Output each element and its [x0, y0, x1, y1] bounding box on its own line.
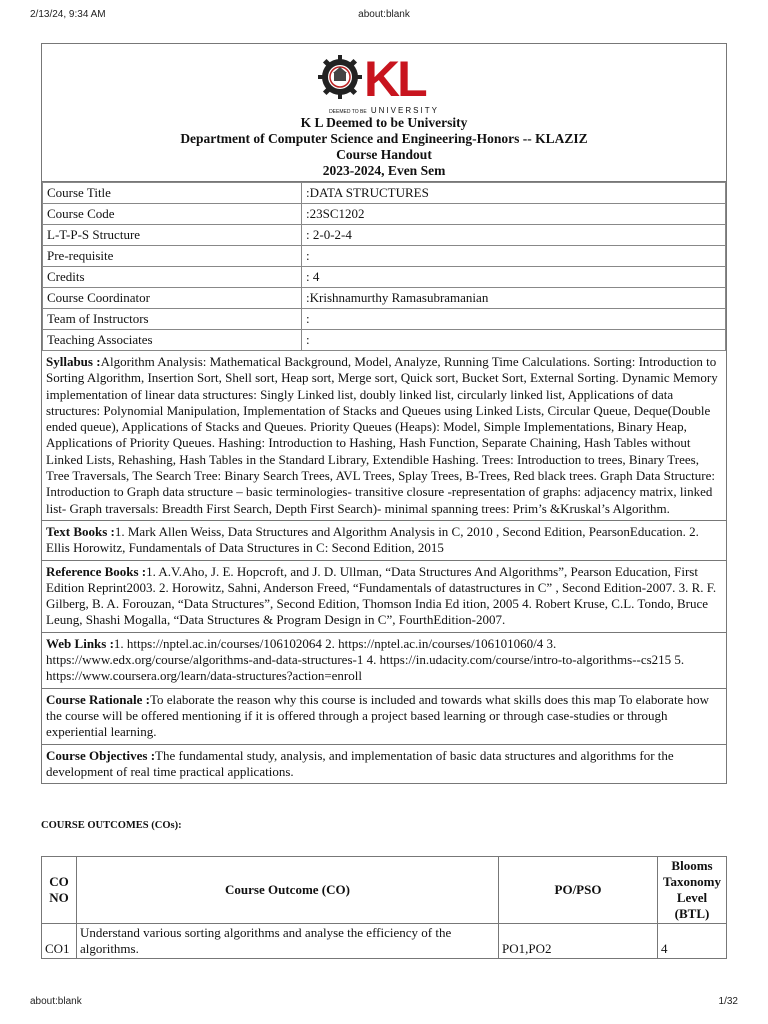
syllabus-label: Syllabus : [46, 354, 101, 369]
course-info-row [43, 288, 726, 309]
course-info-row [43, 183, 726, 204]
reference-books-section [42, 560, 726, 632]
reference-books-text: 1. A.V.Aho, J. E. Hopcroft, and J. D. Ullman, “Data Structures And Algorithms”, Pearson Education, First Edition Reprint2003. 2. Horowitz, Sahni, Anderson Freed, “Fundamentals of datastructures in C” , Second Edition-2007. 3. R. F. Gilberg, B. A. Forouzan, “Data Structures”, Second Edition, Thomson India Ed ition, 2005 4. Robert Kruse, C.L. Tondo, Bruce Leung, Shashi Mogalla, “Data Structures & Program Design in C”, FourthEdition-2007. [46, 563, 717, 628]
handout-box [41, 43, 727, 784]
course-info-row [43, 330, 726, 351]
course-info-key: Course Coordinator [43, 288, 302, 309]
course-info-key: Pre-requisite [43, 246, 302, 267]
logo-university-text: UNIVERSITY [370, 106, 439, 115]
btl-header: Blooms Taxonomy Level (BTL) [658, 857, 727, 924]
web-links-section [42, 632, 726, 688]
text-books-section [42, 520, 726, 560]
course-outcomes-table [41, 856, 727, 959]
syllabus-text: Algorithm Analysis: Mathematical Background, Model, Analyze, Running Time Calculations. Sorting: Introduction to Sorting Algorithm, Insertion Sort, Shell sort, Heap sort, Merge sort, Quick sort, Bucket Sort, External Sorting. Dynamic Memory implementation of linear data structures: Singly Linked list, doubly linked list, circularly linked list, Applications of data structures: Polynomial Manipulation, Implementation of Stacks and Queues using Linked Lists, Circular Queue, Deque(Double ended queue), Applications of Stacks and Queues. Priority Queues (Heaps): Model, Simple Implementations, Binary Heap, Applications of Priority Queues. Hashing: Introduction to Hashing, Hash Function, Separate Chaining, Hash Tables without Linked Lists, Rehashing, Hash Tables in the Standard Library, Extendible Hashing. Trees: Introduction to trees, Binary Trees, Tree Traversals, The Search Tree: Binary Search Trees, AVL Trees, Splay Trees, B-Trees, Red black trees. Graph Data Structure: Introduction to Graph data structure – basic terminologies- transitive closure -representation of graphs: adjacency matrix, linked list- Graph traversals: Breadth First Search, Depth First Search)- minimal spanning trees: Prim’s &Kruskal’s Algorithm. [46, 354, 718, 516]
print-datetime: 2/13/24, 9:34 AM [30, 9, 106, 20]
syllabus-section [42, 351, 726, 520]
logo-letters: KL [364, 51, 425, 107]
course-info-value: : [302, 309, 726, 330]
co-header-row [42, 857, 727, 924]
course-info-value: : [302, 330, 726, 351]
co-btl-cell: 4 [658, 924, 727, 959]
page-number: 1/32 [718, 996, 738, 1007]
co-outcome-header: Course Outcome (CO) [77, 857, 499, 924]
co-row [42, 924, 727, 959]
course-objectives-label: Course Objectives : [46, 747, 156, 763]
text-books-label: Text Books : [46, 523, 115, 539]
course-info-row [43, 225, 726, 246]
co-po-cell: PO1,PO2 [499, 924, 658, 959]
course-info-key: Course Title [43, 183, 302, 204]
university-name: K L Deemed to be University [300, 115, 468, 130]
text-books-text: 1. Mark Allen Weiss, Data Structures and Algorithm Analysis in C, 2010 , Second Edition, PearsonEducation. 2. Ellis Horowitz, Fundamentals of Data Structures in C: Second Edition, 2015 [46, 523, 699, 556]
course-info-value: : 4 [302, 267, 726, 288]
co-number-cell: CO1 [42, 924, 77, 959]
course-objectives-section [42, 744, 726, 784]
course-info-value: : [302, 246, 726, 267]
print-title: about:blank [358, 9, 410, 20]
document-title: Course Handout [336, 147, 432, 162]
course-info-row [43, 267, 726, 288]
course-info-key: Team of Instructors [43, 309, 302, 330]
course-info-value: :23SC1202 [302, 204, 726, 225]
print-header [0, 0, 768, 30]
course-info-key: Credits [43, 267, 302, 288]
course-info-key: L-T-P-S Structure [43, 225, 302, 246]
kl-university-logo [318, 50, 450, 108]
logo-small-text: DEEMED TO BE [329, 109, 367, 115]
co-no-header: CO NO [42, 857, 77, 924]
reference-books-label: Reference Books : [46, 563, 147, 579]
po-pso-header: PO/PSO [499, 857, 658, 924]
course-objectives-text: The fundamental study, analysis, and implementation of basic data structures and algorithms for the development of real time practical applications. [46, 747, 674, 779]
course-info-value: :DATA STRUCTURES [302, 183, 726, 204]
course-info-key: Course Code [43, 204, 302, 225]
course-rationale-section [42, 688, 726, 744]
print-footer [0, 990, 768, 1020]
web-links-label: Web Links : [46, 635, 114, 651]
course-rationale-label: Course Rationale : [46, 691, 150, 707]
course-info-key: Teaching Associates [43, 330, 302, 351]
web-links-text[interactable]: 1. https://nptel.ac.in/courses/106102064 2. https://nptel.ac.in/courses/106101060/4 3. https://www.edx.org/course/algorithms-and-data-structures-1 4. https://in.udacity.com/course/intro-to-algorithms--cs215 5. https://www.coursera.org/learn/data-structures?action=enroll [46, 635, 685, 684]
course-info-row [43, 309, 726, 330]
course-info-row [43, 204, 726, 225]
course-outcomes-title: COURSE OUTCOMES (COs): [41, 820, 182, 831]
course-info-value: :Krishnamurthy Ramasubramanian [302, 288, 726, 309]
course-info-value: : 2-0-2-4 [302, 225, 726, 246]
course-info-row [43, 246, 726, 267]
co-outcome-cell: Understand various sorting algorithms and analyse the efficiency of the algorithms. [77, 924, 499, 959]
department-name: Department of Computer Science and Engineering-Honors -- KLAZIZ [180, 131, 588, 146]
course-info-table [42, 182, 726, 351]
gear-emblem-icon [318, 55, 362, 99]
course-rationale-text: To elaborate the reason why this course is included and towards what skills does this map To elaborate how the course will be offered mentioning if it is offered through a project based learning or through case-studies or through experiential learning. [46, 691, 709, 740]
footer-url: about:blank [30, 996, 82, 1007]
academic-year: 2023-2024, Even Sem [322, 163, 446, 178]
handout-header [42, 44, 726, 182]
